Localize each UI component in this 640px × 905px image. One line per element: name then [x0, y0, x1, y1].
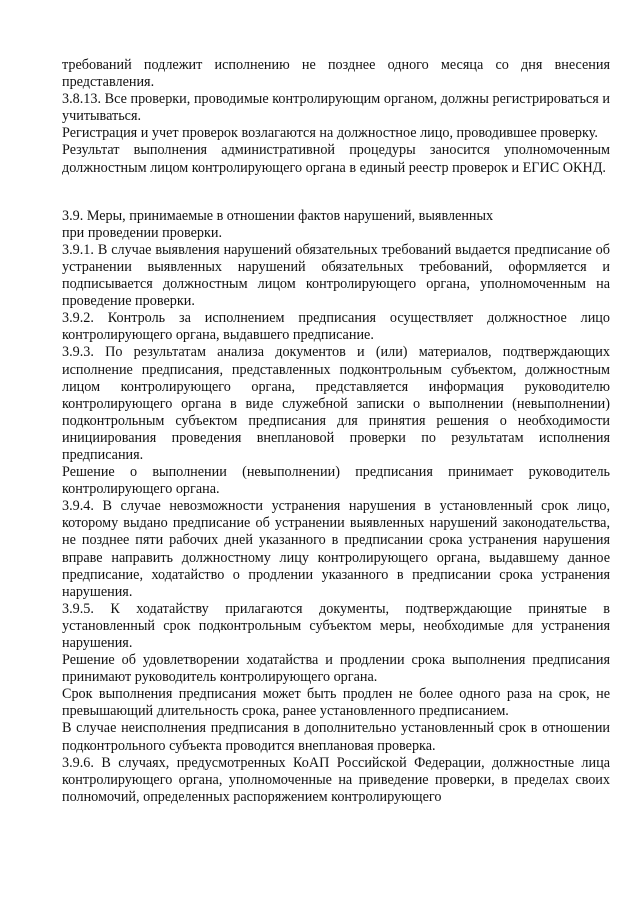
paragraph-non-fulfillment: В случае неисполнения предписания в дополнительно установленный срок в отношении подконтрольного субъекта проводится внеплановая проверка.	[62, 720, 610, 754]
paragraph-3-9-4: 3.9.4. В случае невозможности устранения нарушения в установленный срок лицо, которому выдано предписание об устранении выявленных нарушений законодательства, не позднее пяти рабочих дней указанного в предписании срока устранения нарушения вправе направить должностному лицу контролирующего органа, выдавшему данное предписание, ходатайство о продлении указанного в предписании срока устранения нарушения.	[62, 498, 610, 600]
section-gap	[62, 177, 610, 208]
paragraph-3-8-13: 3.8.13. Все проверки, проводимые контролирующим органом, должны регистрироваться и учитываться.	[62, 91, 610, 125]
paragraph-3-9-1: 3.9.1. В случае выявления нарушений обязательных требований выдается предписание об устранении выявленных нарушений обязательных требований, оформляется и подписывается должностным лицом контролирующего органа, уполномоченным на проведение проверки.	[62, 241, 610, 310]
paragraph-3-9-2: 3.9.2. Контроль за исполнением предписания осуществляет должностное лицо контролирующего органа, выдавшего предписание.	[62, 310, 610, 344]
paragraph-3-9-5: 3.9.5. К ходатайству прилагаются документы, подтверждающие принятые в установленный срок подконтрольным субъектом меры, необходимые для устранения нарушения.	[62, 600, 610, 651]
paragraph-extension-term: Срок выполнения предписания может быть продлен не более одного раза на срок, не превышающий длительность срока, ранее установленного предписанием.	[62, 686, 610, 720]
paragraph-result: Результат выполнения административной процедуры заносится уполномоченным должностным лицом контролирующего органа в единый реестр проверок и ЕГИС ОКНД.	[62, 142, 610, 176]
paragraph-extension-decision: Решение об удовлетворении ходатайства и продлении срока выполнения предписания принимают руководитель контролирующего органа.	[62, 652, 610, 686]
paragraph-decision: Решение о выполнении (невыполнении) предписания принимает руководитель контролирующего органа.	[62, 464, 610, 498]
section-heading-line-1: 3.9. Меры, принимаемые в отношении фактов нарушений, выявленных	[62, 207, 494, 224]
paragraph-registration: Регистрация и учет проверок возлагаются на должностное лицо, проводившее проверку.	[62, 125, 598, 142]
document-page	[62, 57, 610, 806]
section-heading-line-2: при проведении проверки.	[62, 224, 222, 241]
paragraph-3-9-6: 3.9.6. В случаях, предусмотренных КоАП Российской Федерации, должностные лица контролирующего органа, уполномоченные на приведение проверки, в пределах своих полномочий, определенных распоряжением контролирующего	[62, 754, 610, 805]
paragraph-3-9-3: 3.9.3. По результатам анализа документов и (или) материалов, подтверждающих исполнение предписания, представленных подконтрольным субъектом, должностным лицом контролирующего органа, представляется информация руководителю контролирующего органа в виде служебной записки о выполнении (невыполнении) подконтрольным субъектом предписания для принятия решения о необходимости инициирования проведения внеплановой проверки по результатам исполнения предписания.	[62, 344, 610, 463]
paragraph-continuation: требований подлежит исполнению не позднее одного месяца со дня внесения представления.	[62, 57, 610, 91]
